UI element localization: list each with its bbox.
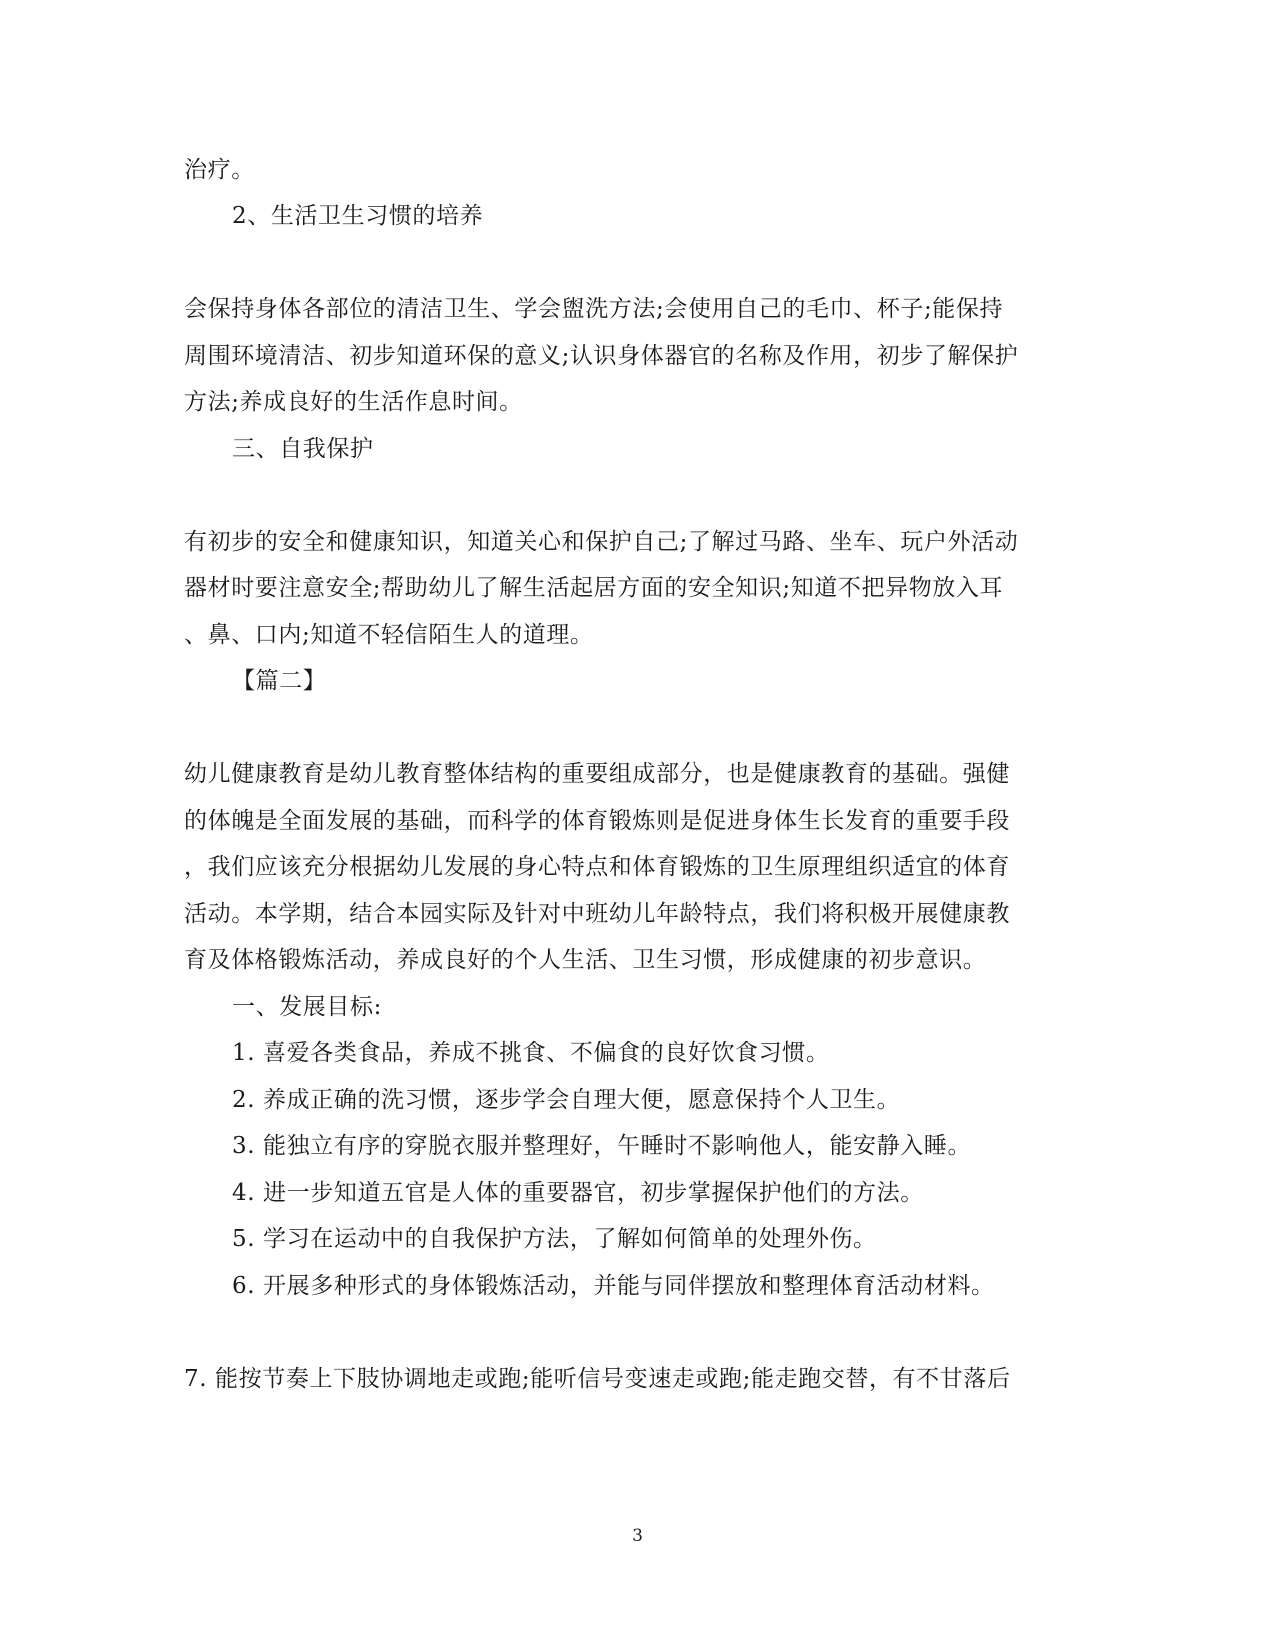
text-line: ，我们应该充分根据幼儿发展的身心特点和体育锻炼的卫生原理组织适宜的体育 [184, 854, 1010, 880]
list-item: 2. 养成正确的洗习惯，逐步学会自理大便，愿意保持个人卫生。 [232, 1087, 901, 1113]
list-item: 6. 开展多种形式的身体锻炼活动，并能与同伴摆放和整理体育活动材料。 [232, 1273, 995, 1299]
section-heading: 三、自我保护 [232, 436, 374, 462]
text-line: 幼儿健康教育是幼儿教育整体结构的重要组成部分，也是健康教育的基础。强健 [184, 761, 1010, 787]
text-line: 方法;养成良好的生活作息时间。 [184, 389, 523, 415]
list-item: 5. 学习在运动中的自我保护方法，了解如何简单的处理外伤。 [232, 1226, 877, 1252]
text-line: 有初步的安全和健康知识，知道关心和保护自己;了解过马路、坐车、玩户外活动 [184, 529, 1019, 555]
list-item: 1. 喜爱各类食品，养成不挑食、不偏食的良好饮食习惯。 [232, 1040, 830, 1066]
text-line: 治疗。 [184, 157, 255, 183]
section-heading: 一、发展目标: [232, 994, 382, 1020]
text-line: 活动。本学期，结合本园实际及针对中班幼儿年龄特点，我们将积极开展健康教 [184, 901, 1010, 927]
text-line: 器材时要注意安全;帮助幼儿了解生活起居方面的安全知识;知道不把异物放入耳 [184, 575, 1004, 601]
section-heading: 【篇二】 [232, 668, 327, 694]
text-line: 、鼻、口内;知道不轻信陌生人的道理。 [184, 622, 594, 648]
text-line: 会保持身体各部位的清洁卫生、学会盥洗方法;会使用自己的毛巾、杯子;能保持 [184, 296, 1004, 322]
list-item: 3. 能独立有序的穿脱衣服并整理好，午睡时不影响他人，能安静入睡。 [232, 1133, 972, 1159]
text-line: 周围环境清洁、初步知道环保的意义;认识身体器官的名称及作用，初步了解保护 [184, 343, 1019, 369]
page-number: 3 [632, 1526, 643, 1546]
section-heading: 2、生活卫生习惯的培养 [232, 203, 484, 229]
text-line: 的体魄是全面发展的基础，而科学的体育锻炼则是促进身体生长发育的重要手段 [184, 808, 1010, 834]
list-item: 4. 进一步知道五官是人体的重要器官，初步掌握保护他们的方法。 [232, 1180, 924, 1206]
text-line: 育及体格锻炼活动，养成良好的个人生活、卫生习惯，形成健康的初步意识。 [184, 947, 987, 973]
list-item: 7. 能按节奏上下肢协调地走或跑;能听信号变速走或跑;能走跑交替，有不甘落后 [184, 1366, 1011, 1392]
